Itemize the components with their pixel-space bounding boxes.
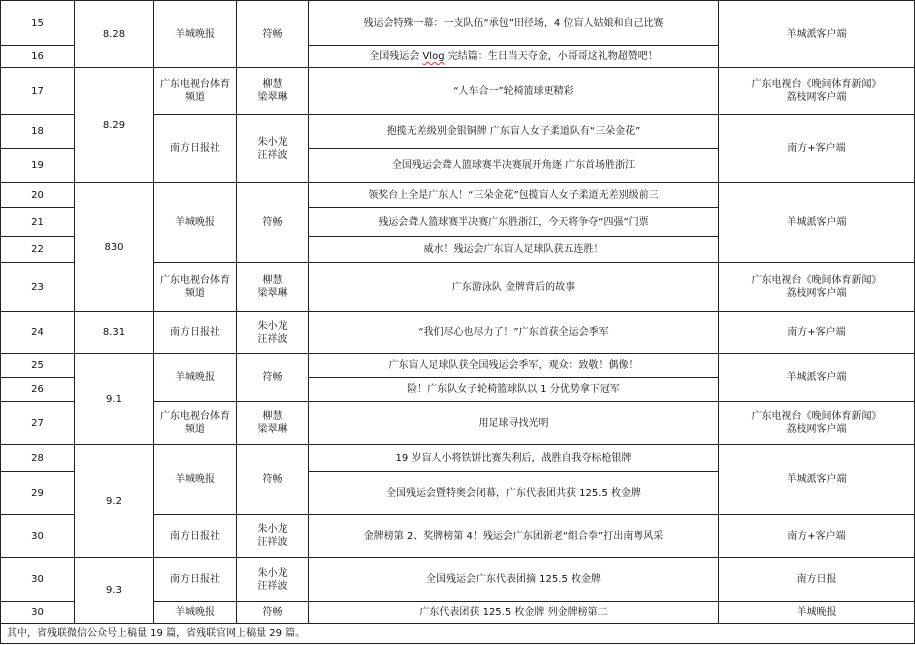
table-row [1, 68, 915, 115]
reporter-name: 符畅 [262, 28, 283, 40]
platform-cell [719, 312, 915, 354]
platform-cell [719, 445, 915, 515]
title-text: 完结篇：生日当天夺金，小哥哥这礼物超赞吧！ [444, 51, 658, 62]
table-footer-row [1, 624, 915, 644]
reporter-name: 梁翠琳 [257, 288, 288, 299]
platform-name: 广东电视台《晚间体育新闻》 [751, 411, 882, 422]
media-cell: 羊城晚报 [154, 445, 237, 515]
reporter-name: 朱小龙 [257, 567, 288, 579]
platform-cell [719, 558, 915, 602]
reporter-cell [237, 602, 309, 624]
reporter-name: 朱小龙 [257, 136, 288, 148]
reporter-name: 符畅 [262, 474, 283, 485]
reporter-name: 柳慧 [262, 79, 283, 90]
platform-name: 南方+客户端 [787, 530, 846, 542]
title-cell: 用足球寻找光明 [309, 402, 719, 445]
reporter-name: 符畅 [262, 217, 283, 228]
reporter-cell [237, 515, 309, 558]
row-number: 16 [1, 46, 75, 68]
row-number: 17 [1, 68, 75, 115]
media-cell: 羊城晚报 [154, 183, 237, 263]
platform-cell [719, 354, 915, 402]
platform-name: 南方日报 [796, 574, 837, 585]
media-cell: 南方日报社 [154, 515, 237, 558]
row-number: 23 [1, 263, 75, 312]
title-cell: “人车合一”轮椅篮球更精彩 [309, 68, 719, 115]
platform-cell [719, 515, 915, 558]
title-text-vlog: Vlog [422, 51, 445, 62]
table-row [1, 558, 915, 602]
row-number: 30 [1, 558, 75, 602]
reporter-cell [237, 354, 309, 402]
table-row [1, 183, 915, 208]
media-cell: 羊城晚报 [154, 1, 237, 68]
reporter-name: 汪祥波 [257, 537, 288, 548]
date-cell: 9.2 [75, 445, 154, 558]
date-cell: 9.3 [75, 558, 154, 624]
platform-cell [719, 263, 915, 312]
media-cell: 南方日报社 [154, 115, 237, 183]
reporter-name: 朱小龙 [257, 524, 288, 535]
title-cell: 全国残运会暨特奥会闭幕，广东代表团共获 125.5 枚金牌 [309, 472, 719, 515]
row-number: 20 [1, 183, 75, 208]
platform-name: 荔枝网客户端 [786, 288, 847, 299]
platform-cell [719, 68, 915, 115]
title-cell: 全国残运会聋人篮球赛半决赛展开角逐 广东首场胜浙江 [309, 149, 719, 183]
reporter-cell [237, 402, 309, 445]
platform-cell [719, 602, 915, 624]
row-number: 28 [1, 445, 75, 472]
row-number: 25 [1, 354, 75, 378]
table-row [1, 1, 915, 46]
row-number: 15 [1, 1, 75, 46]
reporter-cell [237, 183, 309, 263]
reporter-cell [237, 558, 309, 602]
platform-name: 南方+客户端 [787, 143, 846, 154]
row-number: 27 [1, 402, 75, 445]
row-number: 30 [1, 602, 75, 624]
title-cell: 险！广东队女子轮椅篮球队以 1 分优势拿下冠军 [309, 378, 719, 402]
platform-name: 羊城晚报 [796, 607, 837, 618]
media-cell: 羊城晚报 [154, 354, 237, 402]
media-cell: 南方日报社 [154, 312, 237, 354]
platform-cell [719, 115, 915, 183]
platform-name: 荔枝网客户端 [786, 424, 847, 435]
title-cell: 威水！残运会广东盲人足球队获五连胜！ [309, 237, 719, 263]
title-cell: “我们尽心也尽力了！”广东首获全运会季军 [309, 312, 719, 354]
reporter-cell [237, 312, 309, 354]
table-row [1, 354, 915, 378]
platform-name: 羊城派客户端 [786, 372, 847, 383]
date-cell: 8.28 [75, 1, 154, 68]
media-cell: 广东电视台体育频道 [154, 263, 237, 312]
table-row [1, 445, 915, 472]
platform-name: 广东电视台《晚间体育新闻》 [751, 79, 882, 90]
date-cell: 9.1 [75, 354, 154, 445]
summary-note: 其中，省残联微信公众号上稿量 19 篇，省残联官网上稿量 29 篇。 [1, 624, 915, 644]
media-cell: 广东电视台体育频道 [154, 402, 237, 445]
title-cell: 残运会聋人篮球赛半决赛广东胜浙江，今天将争夺“四强”门票 [309, 208, 719, 237]
platform-cell [719, 183, 915, 263]
reporter-name: 梁翠琳 [257, 92, 288, 103]
title-cell: 领奖台上全是广东人！“三朵金花”包揽盲人女子柔道无差别级前三 [309, 183, 719, 208]
media-cell: 羊城晚报 [154, 602, 237, 624]
title-cell: 广东游泳队 金牌背后的故事 [309, 263, 719, 312]
media-cell: 广东电视台体育频道 [154, 68, 237, 115]
platform-name: 南方+客户端 [787, 327, 846, 338]
date-cell: 8.29 [75, 68, 154, 183]
title-cell: 广东盲人足球队获全国残运会季军，观众：致敬！偶像！ [309, 354, 719, 378]
title-cell: 19 岁盲人小将铁饼比赛失利后，战胜自我夺标枪银牌 [309, 445, 719, 472]
reporter-cell [237, 115, 309, 183]
row-number: 24 [1, 312, 75, 354]
reporter-cell [237, 445, 309, 515]
row-number: 19 [1, 149, 75, 183]
reporter-name: 汪祥波 [257, 580, 288, 592]
platform-cell [719, 402, 915, 445]
title-cell: 抱揽无差级别金银铜牌 广东盲人女子柔道队有“三朵金花” [309, 115, 719, 149]
date-cell: 830 [75, 183, 154, 312]
reporter-name: 柳慧 [262, 275, 283, 286]
reporter-cell [237, 68, 309, 115]
platform-name: 荔枝网客户端 [786, 92, 847, 103]
title-cell: 全国残运会广东代表团摘 125.5 枚金牌 [309, 558, 719, 602]
reporter-cell [237, 1, 309, 68]
reporter-name: 符畅 [262, 607, 283, 618]
media-cell: 南方日报社 [154, 558, 237, 602]
row-number: 30 [1, 515, 75, 558]
reporter-name: 梁翠琳 [257, 424, 288, 435]
date-cell: 8.31 [75, 312, 154, 354]
title-text: 全国残运会 [369, 51, 423, 62]
title-cell: 残运会特殊一幕：一支队伍“承包”田径场，4 位盲人姑娘和自己比赛 [309, 1, 719, 46]
row-number: 29 [1, 472, 75, 515]
row-number: 22 [1, 237, 75, 263]
title-cell: 金牌榜第 2、奖牌榜第 4！残运会广东团新老“组合拳”打出南粤风采 [309, 515, 719, 558]
platform-name: 羊城派客户端 [786, 217, 847, 228]
platform-name: 广东电视台《晚间体育新闻》 [751, 275, 882, 286]
reporter-name: 汪祥波 [257, 149, 288, 161]
table-row [1, 312, 915, 354]
row-number: 18 [1, 115, 75, 149]
title-cell: 广东代表团获 125.5 枚金牌 列金牌榜第二 [309, 602, 719, 624]
reporter-cell [237, 263, 309, 312]
platform-name: 羊城派客户端 [786, 28, 847, 40]
reporter-name: 朱小龙 [257, 320, 288, 332]
reporter-name: 柳慧 [262, 411, 283, 422]
reporter-name: 汪祥波 [257, 333, 288, 345]
title-cell [309, 46, 719, 68]
row-number: 26 [1, 378, 75, 402]
platform-name: 羊城派客户端 [786, 474, 847, 485]
platform-cell [719, 1, 915, 68]
reporter-name: 符畅 [262, 372, 283, 383]
row-number: 21 [1, 208, 75, 237]
